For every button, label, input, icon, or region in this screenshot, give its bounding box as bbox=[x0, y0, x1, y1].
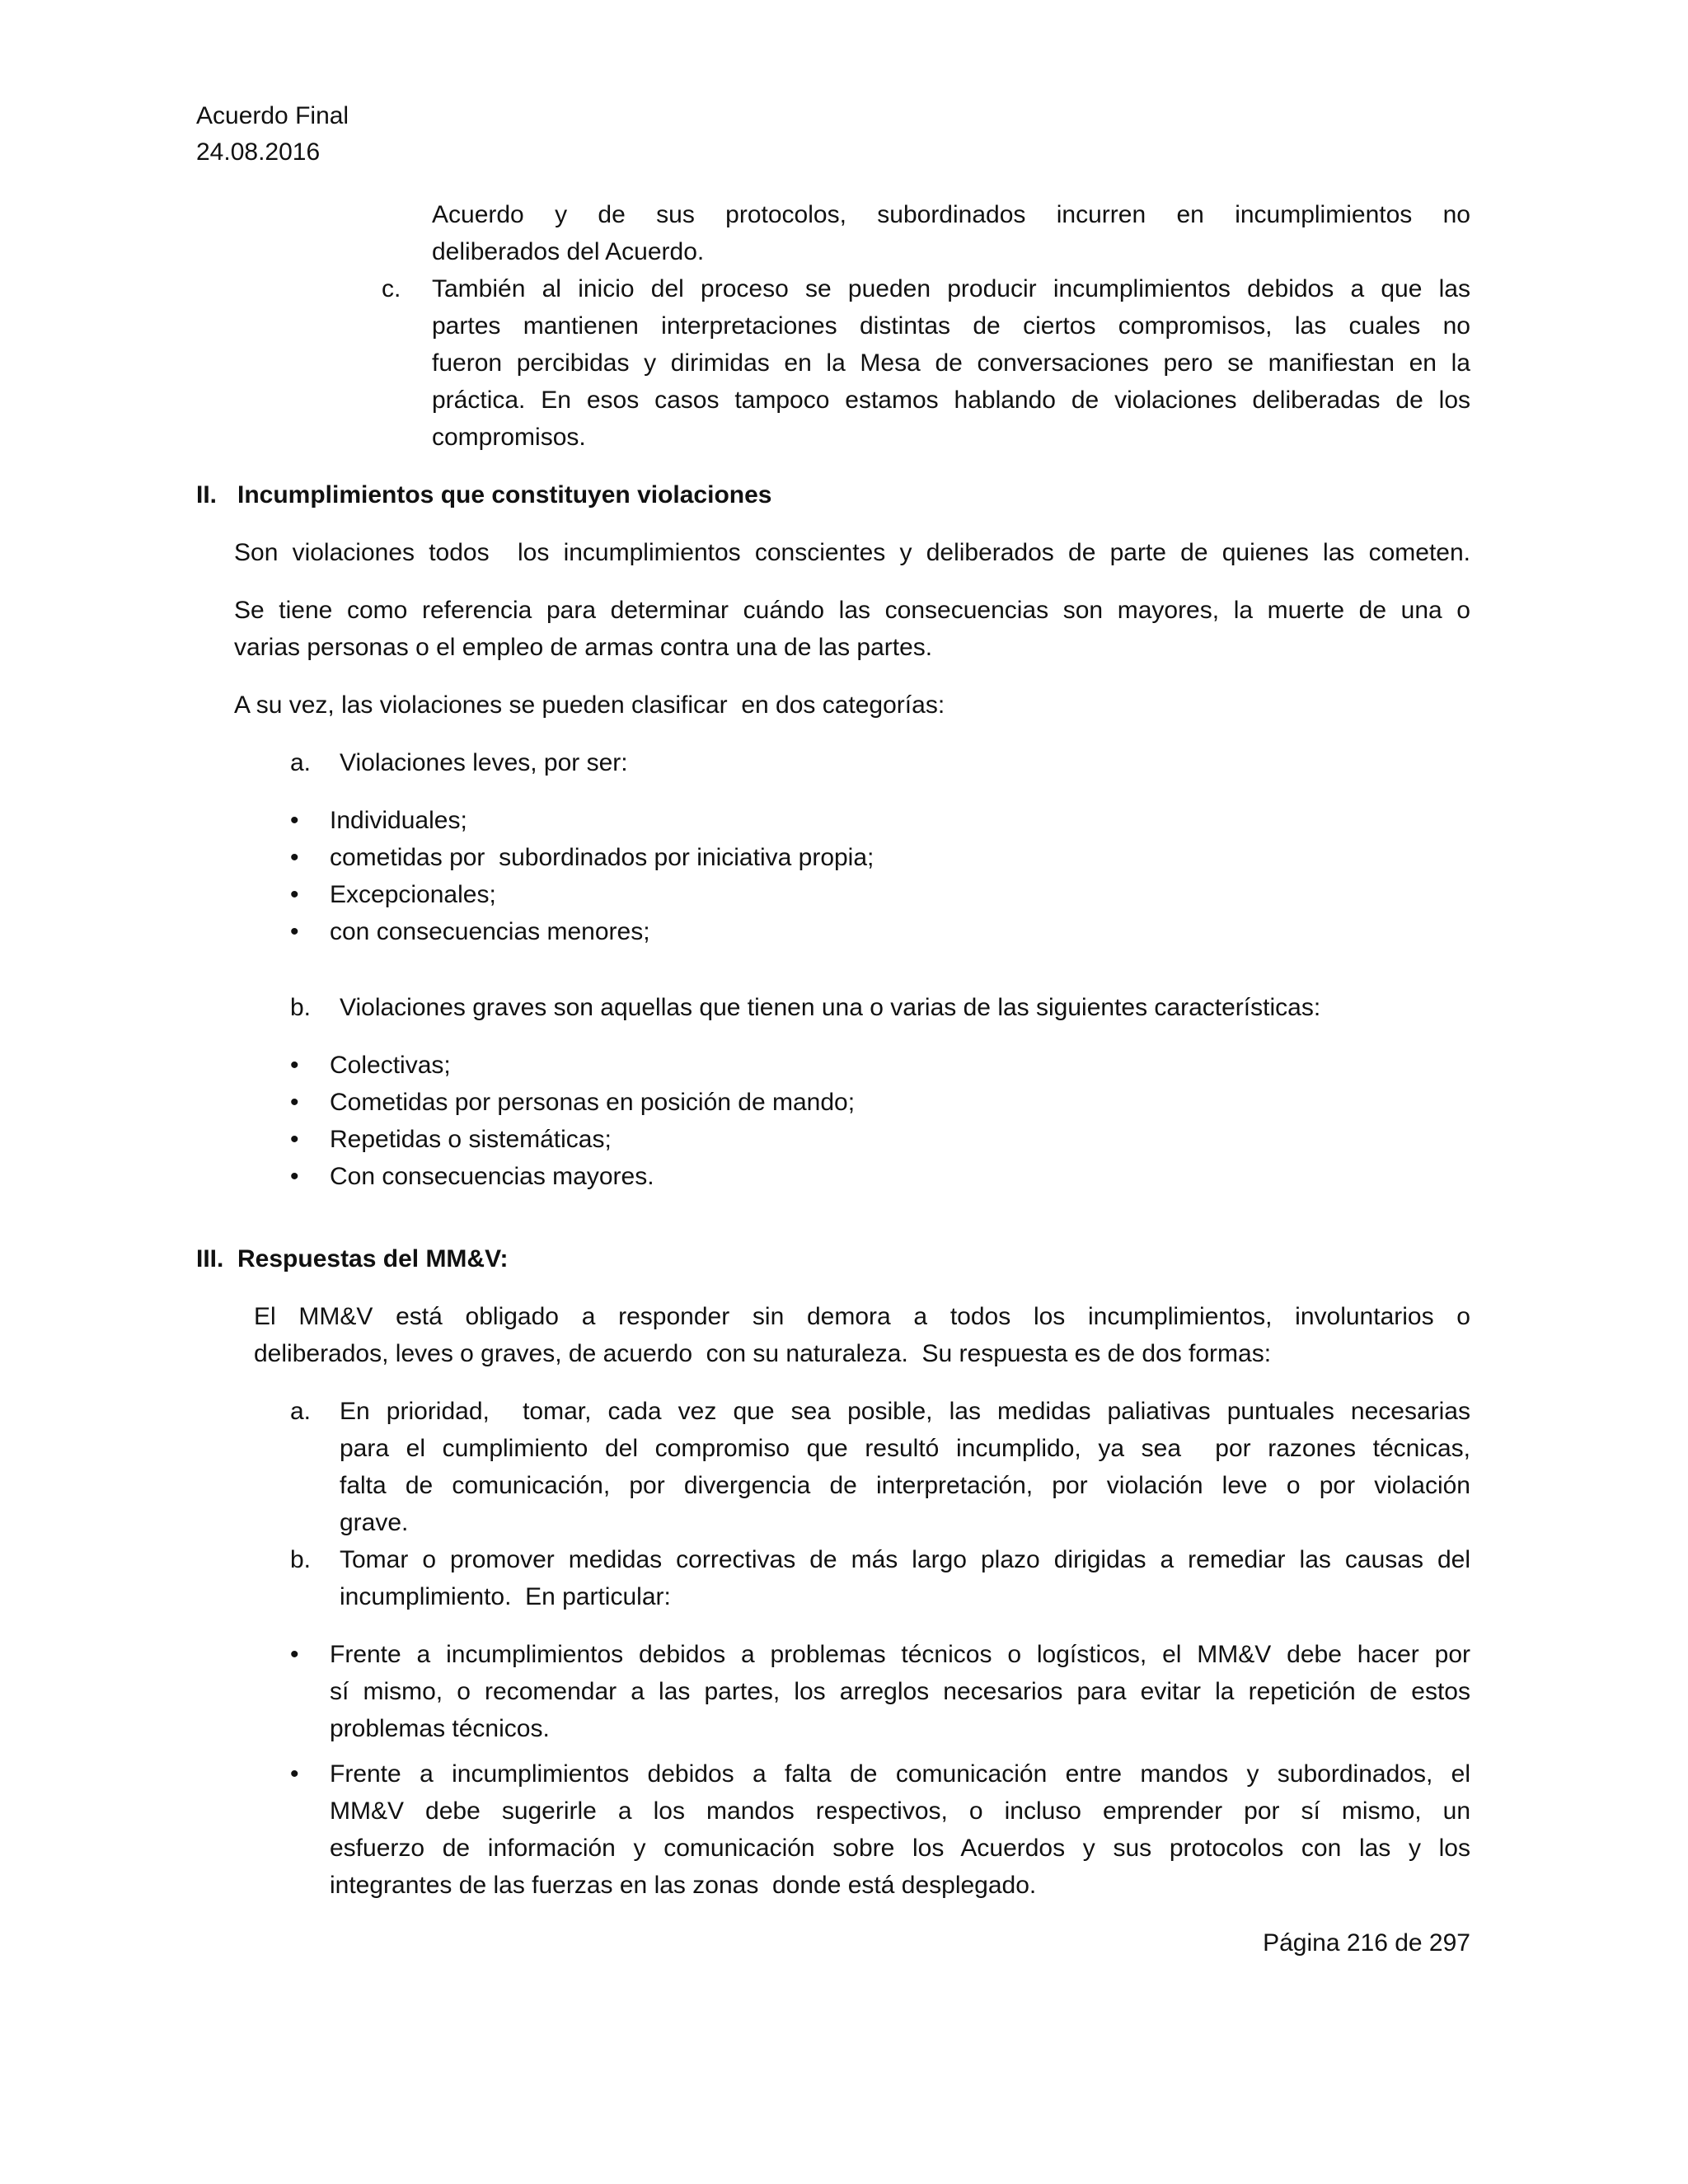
list-marker-b: b. bbox=[290, 994, 312, 1021]
item-c-line: fueron percibidas y dirimidas en la Mesa de conversaciones pero se manifiestan en la bbox=[432, 349, 1470, 377]
paragraph-line: deliberados, leves o graves, de acuerdo con su naturaleza. Su respuesta es de dos formas: bbox=[254, 1340, 1272, 1367]
bullet-icon: • bbox=[290, 1641, 299, 1668]
intro-continuation-line: deliberados del Acuerdo. bbox=[432, 238, 705, 265]
bullet-icon: • bbox=[290, 1089, 299, 1116]
bullet-item: Excepcionales; bbox=[330, 881, 496, 908]
bullet-line: esfuerzo de información y comunicación sobre los Acuerdos y sus protocolos con las y los bbox=[330, 1835, 1470, 1862]
intro-continuation-line: Acuerdo y de sus protocolos, subordinados incurren en incumplimientos no bbox=[432, 201, 1470, 228]
paragraph: Son violaciones todos los incumplimientos conscientes y deliberados de parte de quienes las cometen. bbox=[234, 539, 1470, 566]
item-c-line: compromisos. bbox=[432, 424, 586, 451]
item-a-line: En prioridad, tomar, cada vez que sea posible, las medidas paliativas puntuales necesarias bbox=[340, 1398, 1470, 1425]
item-c-line: También al inicio del proceso se pueden producir incumplimientos debidos a que las bbox=[432, 275, 1470, 302]
header-date: 24.08.2016 bbox=[196, 138, 321, 166]
bullet-line: problemas técnicos. bbox=[330, 1715, 550, 1742]
bullet-item: Colectivas; bbox=[330, 1052, 451, 1079]
list-item-text: Violaciones graves son aquellas que tienen una o varias de las siguientes características: bbox=[340, 994, 1321, 1021]
list-marker-c: c. bbox=[382, 275, 401, 302]
list-item-text: Violaciones leves, por ser: bbox=[340, 749, 628, 776]
bullet-line: MM&V debe sugerirle a los mandos respectivos, o incluso emprender por sí mismo, un bbox=[330, 1797, 1470, 1825]
bullet-icon: • bbox=[290, 807, 299, 834]
item-b-line: Tomar o promover medidas correctivas de más largo plazo dirigidas a remediar las causas del bbox=[340, 1546, 1470, 1573]
bullet-item: con consecuencias menores; bbox=[330, 918, 650, 945]
bullet-icon: • bbox=[290, 881, 299, 908]
bullet-icon: • bbox=[290, 1052, 299, 1079]
bullet-icon: • bbox=[290, 1163, 299, 1190]
header-title: Acuerdo Final bbox=[196, 102, 349, 129]
section-heading-ii: II. Incumplimientos que constituyen violaciones bbox=[196, 481, 772, 509]
bullet-line: sí mismo, o recomendar a las partes, los arreglos necesarios para evitar la repetición de estos bbox=[330, 1678, 1470, 1705]
bullet-item: Con consecuencias mayores. bbox=[330, 1163, 654, 1190]
bullet-item: Individuales; bbox=[330, 807, 467, 834]
page-number: Página 216 de 297 bbox=[1263, 1929, 1470, 1957]
section-heading-iii: III. Respuestas del MM&V: bbox=[196, 1245, 509, 1272]
bullet-item: Repetidas o sistemáticas; bbox=[330, 1126, 612, 1153]
bullet-line: Frente a incumplimientos debidos a falta de comunicación entre mandos y subordinados, el bbox=[330, 1760, 1470, 1788]
bullet-icon: • bbox=[290, 844, 299, 871]
paragraph-line: El MM&V está obligado a responder sin demora a todos los incumplimientos, involuntarios o bbox=[254, 1303, 1470, 1330]
bullet-line: Frente a incumplimientos debidos a problemas técnicos o logísticos, el MM&V debe hacer por bbox=[330, 1641, 1470, 1668]
bullet-item: Cometidas por personas en posición de mando; bbox=[330, 1089, 856, 1116]
paragraph-line: varias personas o el empleo de armas contra una de las partes. bbox=[234, 634, 933, 661]
item-c-line: partes mantienen interpretaciones distintas de ciertos compromisos, las cuales no bbox=[432, 312, 1470, 340]
bullet-icon: • bbox=[290, 918, 299, 945]
paragraph-line: Se tiene como referencia para determinar cuándo las consecuencias son mayores, la muerte de una o bbox=[234, 597, 1470, 624]
item-a-line: grave. bbox=[340, 1509, 409, 1536]
item-a-line: para el cumplimiento del compromiso que resultó incumplido, ya sea por razones técnicas, bbox=[340, 1435, 1470, 1462]
bullet-item: cometidas por subordinados por iniciativa propia; bbox=[330, 844, 874, 871]
bullet-icon: • bbox=[290, 1760, 299, 1788]
bullet-icon: • bbox=[290, 1126, 299, 1153]
list-marker-b: b. bbox=[290, 1546, 312, 1573]
item-a-line: falta de comunicación, por divergencia de interpretación, por violación leve o por violación bbox=[340, 1472, 1470, 1499]
paragraph: A su vez, las violaciones se pueden clasificar en dos categorías: bbox=[234, 691, 945, 719]
list-marker-a: a. bbox=[290, 1398, 312, 1425]
list-marker-a: a. bbox=[290, 749, 312, 776]
bullet-line: integrantes de las fuerzas en las zonas donde está desplegado. bbox=[330, 1872, 1037, 1899]
item-b-line: incumplimiento. En particular: bbox=[340, 1583, 671, 1610]
item-c-line: práctica. En esos casos tampoco estamos hablando de violaciones deliberadas de los bbox=[432, 387, 1470, 414]
